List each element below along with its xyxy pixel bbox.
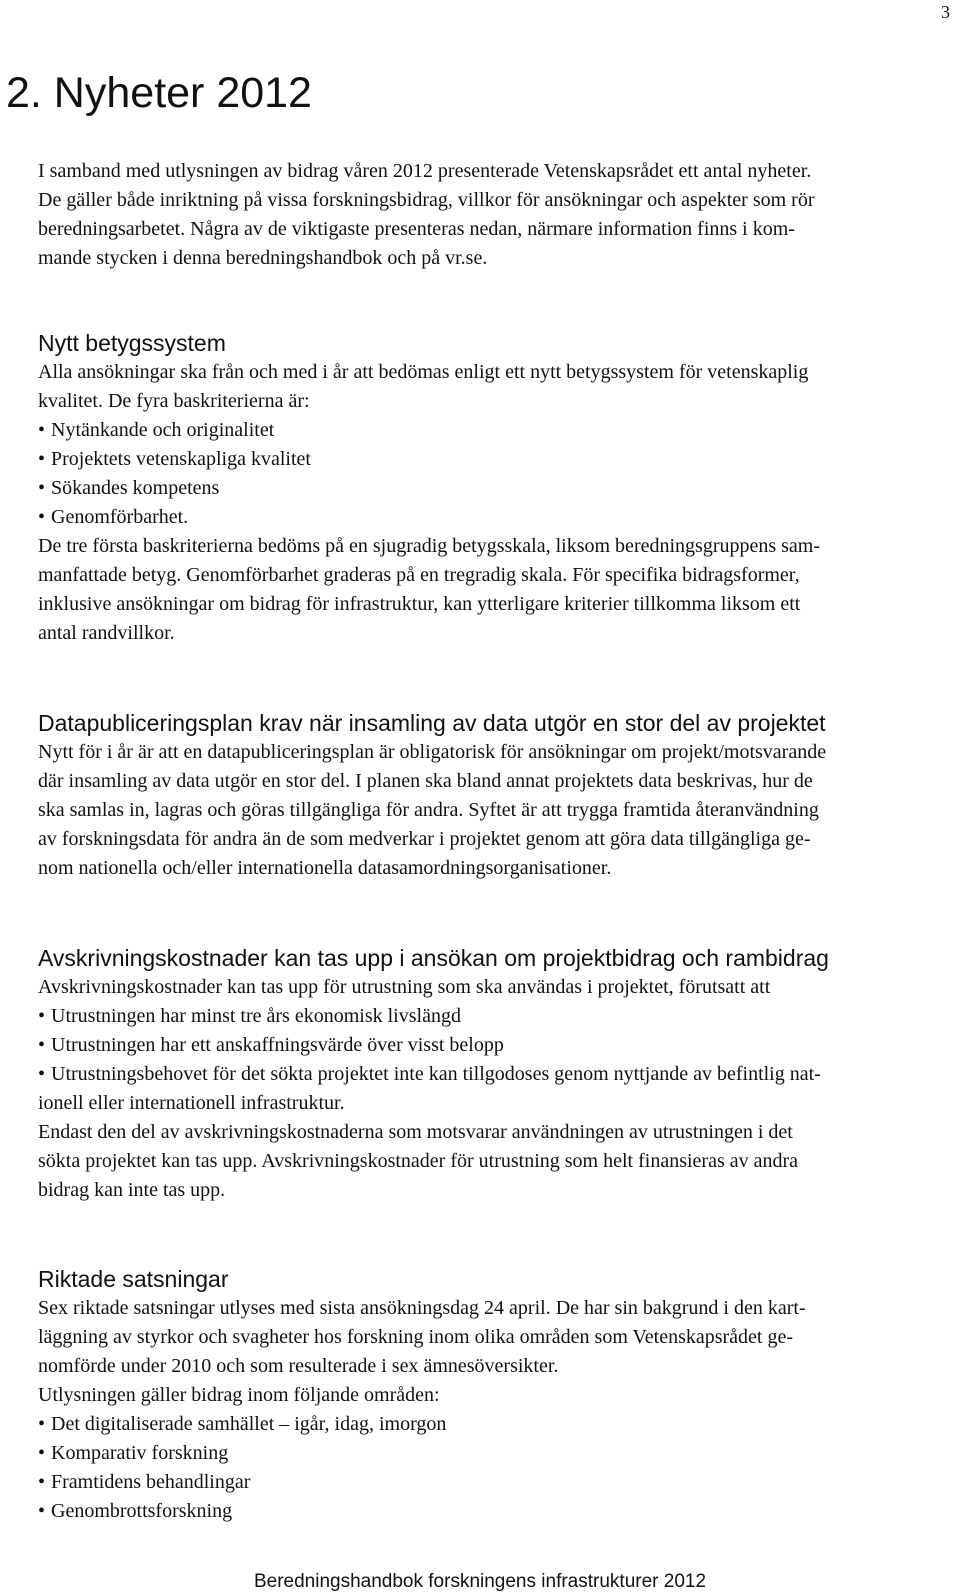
text-line: mande stycken i denna beredningshandbok och på vr.se. (38, 247, 488, 269)
list-item: • Nytänkande och originalitet (38, 416, 923, 445)
section-betygssystem (38, 329, 923, 648)
text-line: nomförde under 2010 och som resulterade i sex ämnesöversikter. (38, 1355, 559, 1377)
text-line: bidrag kan inte tas upp. (38, 1179, 226, 1201)
text-line: Sex riktade satsningar utlyses med sista ansökningsdag 24 april. De har sin bakgrund i den kart- (38, 1297, 806, 1319)
text-line: Alla ansökningar ska från och med i år att bedömas enligt ett nytt betygssystem för vetenskaplig (38, 361, 809, 383)
text-line: Utlysningen gäller bidrag inom följande områden: (38, 1384, 440, 1406)
section-riktade-satsningar (38, 1265, 923, 1526)
section-avskrivningskostnader (38, 944, 923, 1205)
text-line: nom nationella och/eller internationella datasamordningsorganisationer. (38, 857, 612, 879)
text-line: manfattade betyg. Genomförbarhet graderas på en tregradig skala. För specifika bidragsformer, (38, 564, 800, 586)
list-item: • Utrustningen har ett anskaffningsvärde över visst belopp (38, 1031, 923, 1060)
text-line: Avskrivningskostnader kan tas upp för utrustning som ska användas i projektet, förutsatt att (38, 976, 771, 998)
text-line: där insamling av data utgör en stor del. I planen ska bland annat projektets data beskrivas, hur de (38, 770, 813, 792)
intro-paragraph (38, 157, 923, 273)
text-line: beredningsarbetet. Några av de viktigaste presenteras nedan, närmare information finns i kom- (38, 218, 795, 240)
section-datapubliceringsplan (38, 709, 923, 883)
text-line: Endast den del av avskrivningskostnaderna som motsvarar användningen av utrustningen i det (38, 1121, 793, 1143)
text-line: ska samlas in, lagras och göras tillgängliga för andra. Syftet är att trygga framtida återanvändning (38, 799, 819, 821)
text-line: De gäller både inriktning på vissa forskningsbidrag, villkor för ansökningar och aspekter som rör (38, 189, 815, 211)
chapter-title: 2. Nyheter 2012 (6, 69, 312, 117)
list-item: • Utrustningsbehovet för det sökta projektet inte kan tillgodoses genom nyttjande av befintlig nat- (38, 1060, 923, 1089)
list-item: • Det digitaliserade samhället – igår, idag, imorgon (38, 1410, 923, 1439)
text-line: ionell eller internationell infrastruktur. (38, 1092, 345, 1114)
section-heading: Datapubliceringsplan krav när insamling av data utgör en stor del av projektet (38, 710, 826, 736)
text-line: läggning av styrkor och svagheter hos forskning inom olika områden som Vetenskapsrådet ge- (38, 1326, 794, 1348)
section-heading: Avskrivningskostnader kan tas upp i ansökan om projektbidrag och rambidrag (38, 945, 829, 971)
text-line: inklusive ansökningar om bidrag för infrastruktur, kan ytterligare kriterier tillkomma liksom ett (38, 593, 801, 615)
text-line: De tre första baskriterierna bedöms på en sjugradig betygsskala, liksom beredningsgruppens sam- (38, 535, 821, 557)
list-item: • Projektets vetenskapliga kvalitet (38, 445, 923, 474)
section-heading: Nytt betygssystem (38, 330, 226, 356)
text-line: I samband med utlysningen av bidrag våren 2012 presenterade Vetenskapsrådet ett antal nyheter. (38, 160, 812, 182)
list-item: • Utrustningen har minst tre års ekonomisk livslängd (38, 1002, 923, 1031)
requirements-list (38, 1002, 923, 1089)
text-line: Nytt för i år är att en datapubliceringsplan är obligatorisk för ansökningar om projekt/motsvarande (38, 741, 827, 763)
text-line: sökta projektet kan tas upp. Avskrivningskostnader för utrustning som helt finansieras av andra (38, 1150, 799, 1172)
text-line: kvalitet. De fyra baskriterierna är: (38, 390, 310, 412)
list-item: • Komparativ forskning (38, 1439, 923, 1468)
text-line: antal randvillkor. (38, 622, 175, 644)
areas-list (38, 1410, 923, 1526)
section-heading: Riktade satsningar (38, 1266, 229, 1292)
text-line: av forskningsdata för andra än de som medverkar i projektet genom att göra data tillgängliga ge- (38, 828, 811, 850)
list-item: • Genombrottsforskning (38, 1497, 923, 1526)
list-item: • Sökandes kompetens (38, 474, 923, 503)
page-footer: Beredningshandbok forskningens infrastrukturer 2012 (253, 1571, 707, 1592)
list-item: • Genomförbarhet. (38, 503, 923, 532)
page-number: 3 (941, 2, 950, 22)
list-item: • Framtidens behandlingar (38, 1468, 923, 1497)
criteria-list (38, 416, 923, 532)
